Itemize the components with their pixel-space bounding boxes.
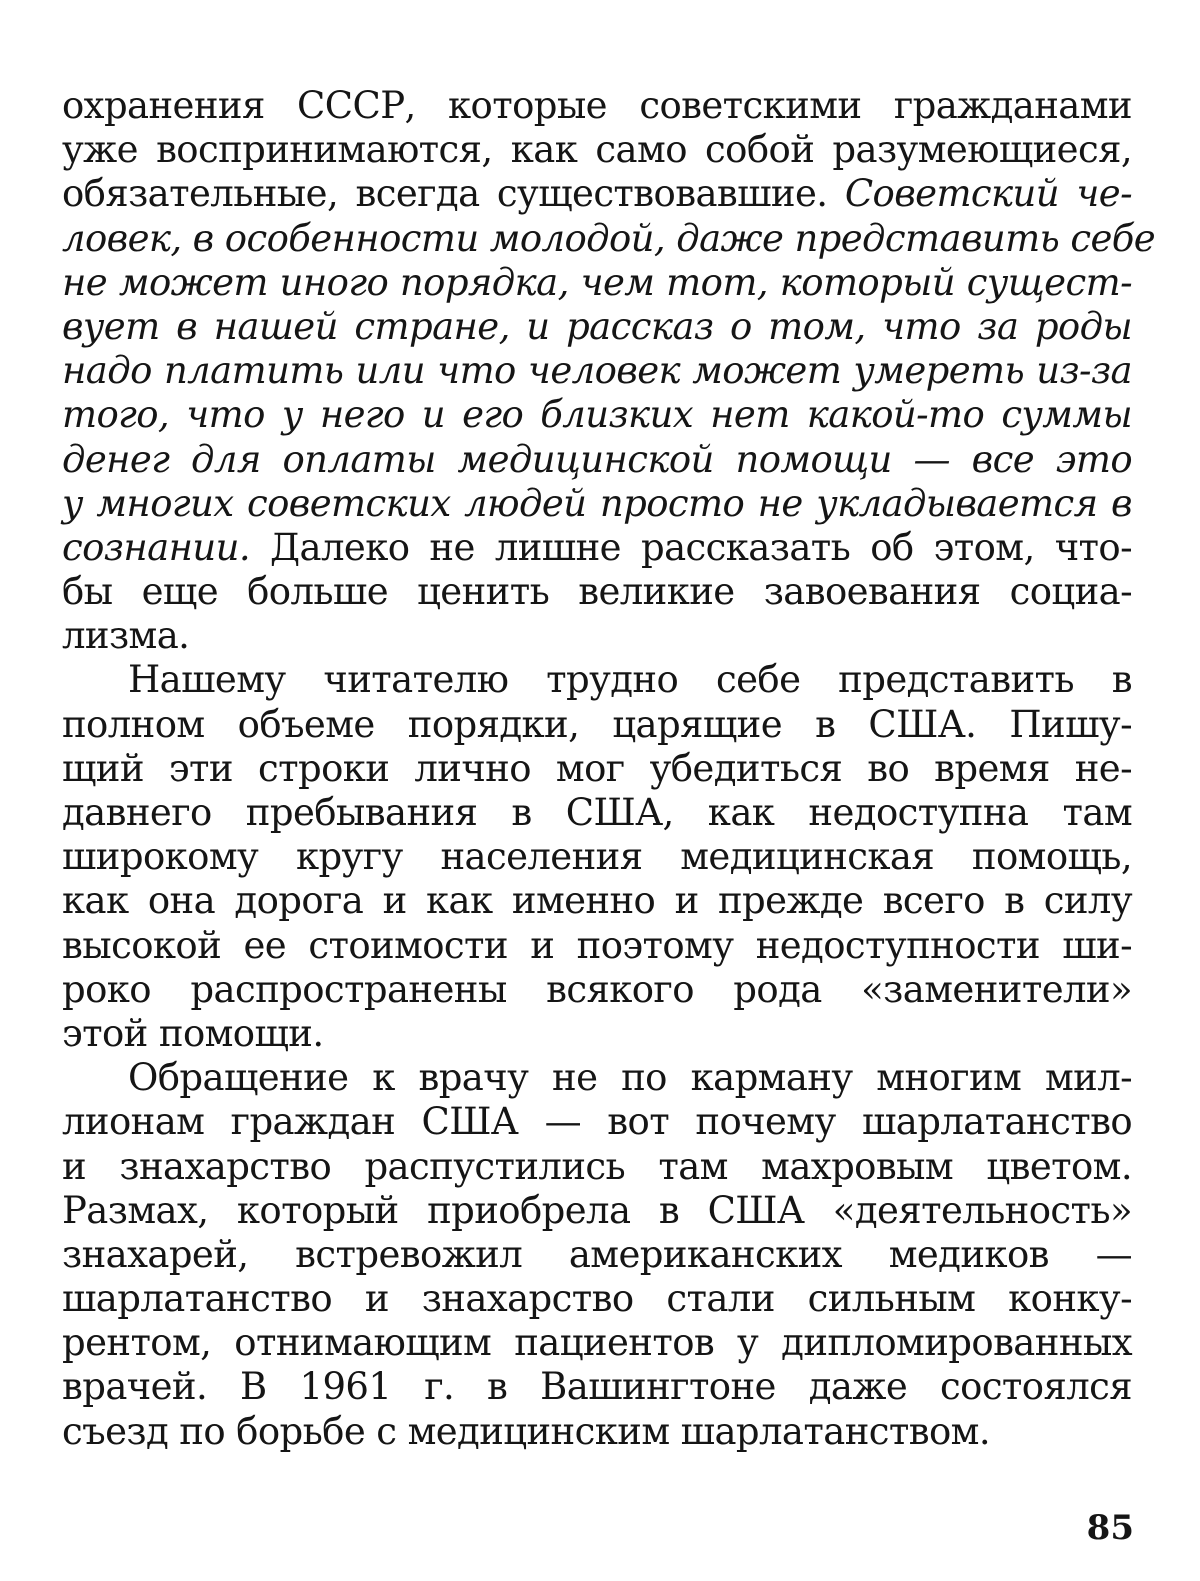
paragraph (62, 658, 1132, 1056)
text-line (62, 747, 1132, 791)
text-run: и знахарство распустились там махровым цветом. (62, 1144, 1132, 1188)
text-line (62, 968, 1132, 1012)
text-run: Обращение к врачу не по карману многим мил- (128, 1056, 1132, 1100)
text-run: врачей. В 1961 г. в Вашингтоне даже состоялся (62, 1365, 1132, 1409)
text-line (62, 1056, 1132, 1100)
text-line (62, 128, 1132, 172)
text-line (62, 393, 1132, 437)
text-line (62, 1277, 1132, 1321)
text-line (62, 84, 1132, 128)
italic-text: того, что у него и его близких нет какой-то суммы (62, 393, 1132, 437)
text-run: Размах, который приобрела в США «деятельность» (62, 1188, 1132, 1232)
text-line (62, 791, 1132, 835)
text-line (62, 526, 1132, 570)
text-run: знахарей, встревожил американских медиков — (62, 1232, 1132, 1276)
italic-text: не может иного порядка, чем тот, который сущест- (62, 260, 1132, 304)
text-line (62, 1410, 1132, 1454)
italic-text: денег для оплаты медицинской помощи — все это (62, 437, 1132, 481)
text-line (62, 216, 1156, 261)
text-run: шарлатанство и знахарство стали сильным конку- (62, 1277, 1132, 1321)
text-run: рентом, отнимающим пациентов у дипломированных (62, 1321, 1132, 1365)
text-line (62, 570, 1132, 614)
italic-text: ловек, в особенности молодой, даже представить себе (62, 216, 1156, 260)
italic-text: вует в нашей стране, и рассказ о том, что за роды (62, 304, 1132, 348)
page-body (62, 84, 1156, 1454)
text-line (62, 438, 1132, 482)
text-line (62, 614, 1132, 658)
italic-text: Советский че- (844, 172, 1132, 216)
text-line (62, 1321, 1132, 1365)
text-line (62, 1100, 1132, 1144)
text-run: обязательные, всегда существовавшие. (62, 172, 845, 216)
text-run: широкому кругу населения медицинская помощь, (62, 835, 1132, 879)
text-run: Нашему читателю трудно себе представить в (128, 658, 1132, 702)
italic-text: надо платить или что человек может умереть из-за (62, 349, 1132, 393)
text-line (62, 879, 1132, 923)
text-line (62, 924, 1132, 968)
text-run: роко распространены всякого рода «заменители» (62, 967, 1132, 1011)
italic-text: у многих советских людей просто не укладывается в (62, 481, 1132, 525)
text-line (62, 261, 1132, 305)
text-run: бы еще больше ценить великие завоевания социа- (62, 570, 1132, 614)
text-line (62, 1365, 1132, 1409)
text-run: давнего пребывания в США, как недоступна там (62, 791, 1132, 834)
text-run: как она дорога и как именно и прежде всего в силу (62, 879, 1132, 923)
paragraph (62, 1056, 1132, 1454)
text-run: полном объеме порядки, царящие в США. Пишу- (62, 702, 1132, 746)
text-run: охранения СССР, которые советскими гражданами (62, 84, 1132, 127)
italic-text: сознании. (62, 525, 251, 569)
text-line (62, 305, 1132, 349)
text-line (62, 835, 1132, 879)
text-line (62, 658, 1132, 702)
page-number: 85 (1086, 1508, 1134, 1548)
text-block (62, 84, 1156, 1454)
text-line (62, 172, 1132, 216)
text-run: съезд по борьбе с медицинским шарлатанством. (62, 1409, 990, 1453)
text-line (62, 482, 1132, 526)
text-run: Далеко не лишне рассказать об этом, что- (250, 525, 1132, 569)
text-run: этой помощи. (62, 1011, 324, 1055)
text-run: щий эти строки лично мог убедиться во время не- (62, 746, 1132, 790)
text-run: уже воспринимаются, как само собой разумеющиеся, (62, 128, 1132, 172)
text-run: лизма. (62, 614, 190, 658)
text-run: лионам граждан США — вот почему шарлатанство (62, 1100, 1132, 1144)
text-line (62, 1189, 1132, 1233)
text-line (62, 703, 1132, 747)
text-line (62, 1012, 1132, 1056)
text-line (62, 349, 1132, 393)
paragraph (62, 84, 1156, 658)
text-line (62, 1145, 1132, 1189)
text-run: высокой ее стоимости и поэтому недоступности ши- (62, 923, 1132, 967)
text-line (62, 1233, 1132, 1277)
